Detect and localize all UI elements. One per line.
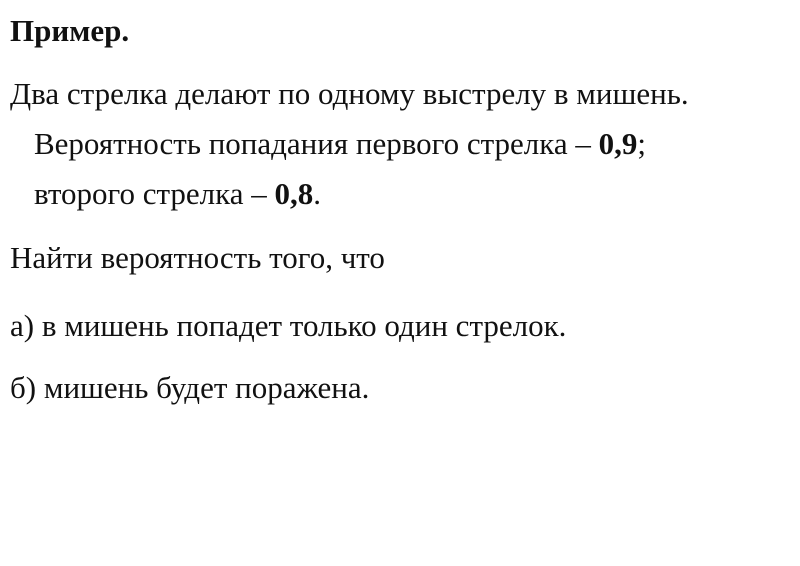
question-part-b: б) мишень будет поражена. xyxy=(10,370,370,405)
slide-title: Пример. xyxy=(10,13,130,48)
first-shooter-text: Вероятность попадания первого стрелка – xyxy=(34,126,599,161)
line-3-punctuation: . xyxy=(313,176,321,211)
question-part-a: а) в мишень попадет только один стрелок. xyxy=(10,308,567,343)
problem-statement-line-2 xyxy=(34,126,646,162)
problem-statement-line-1: Два стрелка делают по одному выстрелу в мишень. xyxy=(10,76,689,111)
first-shooter-probability: 0,9 xyxy=(598,126,638,161)
problem-statement-line-3 xyxy=(34,176,321,212)
line-2-punctuation: ; xyxy=(637,126,646,161)
second-shooter-probability: 0,8 xyxy=(274,176,314,211)
question-text: Найти вероятность того, что xyxy=(10,240,385,275)
second-shooter-text: второго стрелка – xyxy=(34,176,275,211)
